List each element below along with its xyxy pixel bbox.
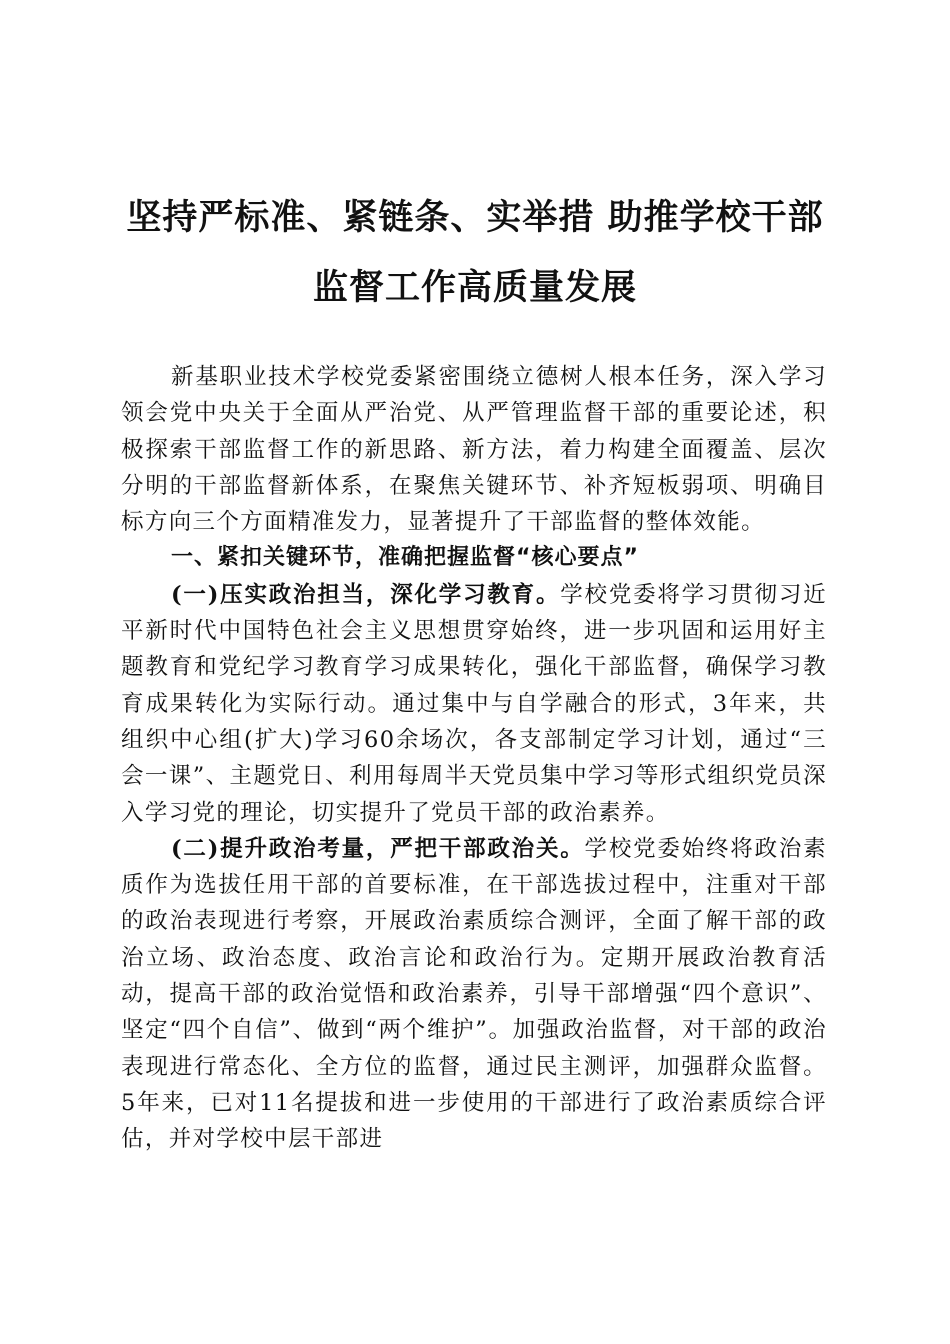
item-1-paragraph	[121, 577, 827, 831]
item-2-lead: (二)提升政治考量，严把干部政治关。	[171, 835, 585, 862]
document-body	[121, 359, 827, 1158]
item-1-lead: (一)压实政治担当，深化学习教育。	[171, 581, 561, 608]
section-1-heading: 一、紧扣关键环节，准确把握监督“核心要点”	[171, 545, 639, 571]
item-1-body: 学校党委将学习贯彻习近平新时代中国特色社会主义思想贯穿始终，进一步巩固和运用好主题教育和党纪学习教育学习成果转化，强化干部监督，确保学习教育成果转化为实际行动。通过集中与自学融合的形式，3年来，共组织中心组(扩大)学习60余场次，各支部制定学习计划，通过“三会一课”、主题党日、利用每周半天党员集中学习等形式组织党员深入学习党的理论，切实提升了党员干部的政治素养。	[121, 581, 827, 826]
document-title-line-2: 监督工作高质量发展	[312, 267, 637, 308]
item-2-paragraph	[121, 831, 827, 1158]
item-2-body: 学校党委始终将政治素质作为选拔任用干部的首要标准，在干部选拔过程中，注重对干部的政治表现进行考察，开展政治素质综合测评，全面了解干部的政治立场、政治态度、政治言论和政治行为。定期开展政治教育活动，提高干部的政治觉悟和政治素养，引导干部增强“四个意识”、坚定“四个自信”、做到“两个维护”。加强政治监督，对干部的政治表现进行常态化、全方位的监督，通过民主测评，加强群众监督。5年来，已对11名提拔和进一步使用的干部进行了政治素质综合评估，并对学校中层干部进	[121, 835, 827, 1153]
document-title-line-1: 坚持严标准、紧链条、实举措 助推学校干部	[126, 197, 824, 238]
intro-paragraph: 新基职业技术学校党委紧密围绕立德树人根本任务，深入学习领会党中央关于全面从严治党、从严管理监督干部的重要论述，积极探索干部监督工作的新思路、新方法，着力构建全面覆盖、层次分明的干部监督新体系，在聚焦关键环节、补齐短板弱项、明确目标方向三个方面精准发力，显著提升了干部监督的整体效能。	[121, 364, 827, 536]
